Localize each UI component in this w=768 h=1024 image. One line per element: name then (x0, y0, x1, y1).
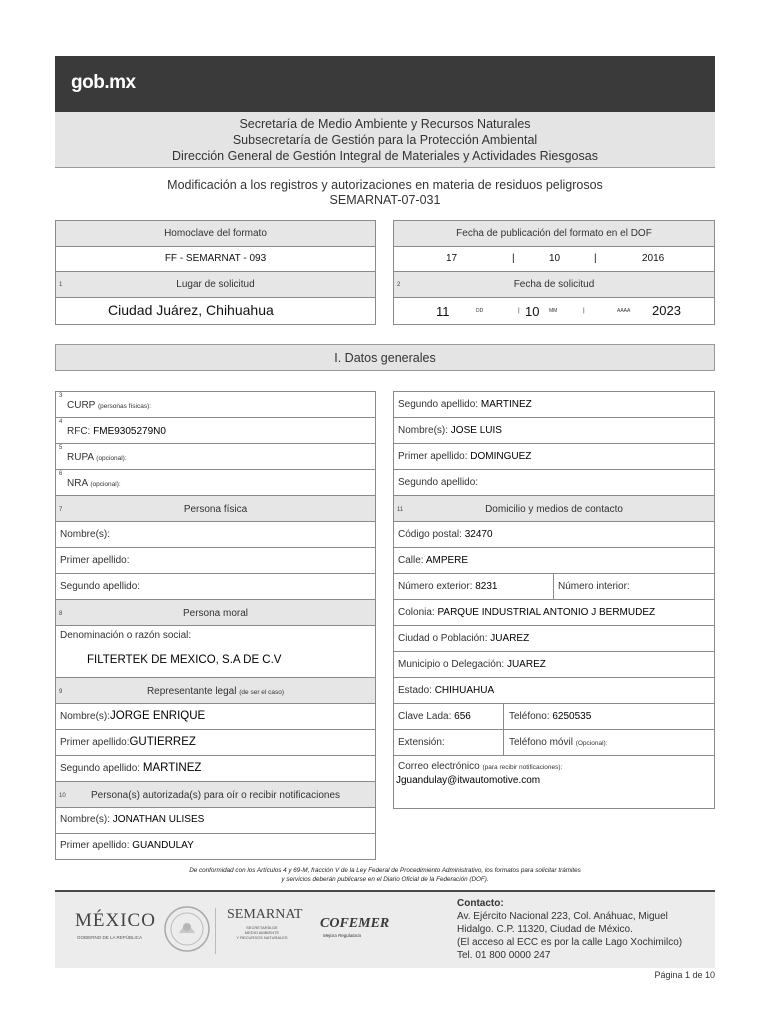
representante-title: Representante legal (146, 686, 237, 697)
primer-apellido-label: Primer apellido: (398, 451, 468, 462)
correo-label-row (398, 761, 562, 772)
extension-label: Extensión: (398, 737, 445, 748)
cp-field[interactable] (394, 522, 714, 548)
rfc-label: RFC: (67, 426, 91, 437)
colonia-value: PARQUE INDUSTRIAL ANTONIO J BERMUDEZ (437, 607, 656, 618)
curp-hint: (personas físicas): (97, 403, 152, 410)
lugar-value-cell[interactable] (56, 298, 375, 324)
numero-exterior-field[interactable] (394, 574, 554, 599)
telefono-movil-field[interactable] (509, 730, 709, 755)
separator: | (518, 307, 520, 314)
homoclave-value: FF - SEMARNAT - 093 (164, 253, 267, 264)
telefono-row (394, 704, 714, 730)
field-number: 9 (59, 689, 63, 695)
rep-primer-value: GUTIERREZ (129, 736, 196, 748)
contact-line-3: (El acceso al ECC es por la calle Lago Xochimilco) (457, 937, 683, 948)
telefono-movil-hint: (Opcional): (575, 740, 608, 747)
dof-day: 17 (446, 253, 458, 264)
dof-header (394, 221, 714, 247)
semarnat-sub-1: SECRETARÍA DE (246, 925, 278, 930)
separator: | (583, 307, 585, 314)
pf-segundo-label: Segundo apellido: (60, 581, 141, 592)
municipio-field[interactable] (394, 652, 714, 678)
segundo-apellido-field[interactable] (394, 392, 714, 418)
domicilio-header (394, 496, 714, 522)
domicilio-title: Domicilio y medios de contacto (485, 504, 623, 515)
estado-field[interactable] (394, 678, 714, 704)
field-number: 11 (397, 507, 404, 513)
primer-apellido-field[interactable] (394, 444, 714, 470)
ciudad-label: Ciudad o Población: (398, 633, 488, 644)
field-number: 2 (397, 282, 401, 288)
dof-month: 10 (549, 253, 561, 264)
curp-field[interactable] (56, 392, 375, 418)
segundo-apellido-2-field[interactable] (394, 470, 714, 496)
aut-primer-value: GUANDULAY (132, 840, 194, 851)
fecha-header (394, 272, 714, 298)
pf-primer-label: Primer apellido: (60, 555, 130, 566)
numero-interior-field[interactable] (558, 574, 708, 599)
ciudad-field[interactable] (394, 626, 714, 652)
numero-exterior-value: 8231 (475, 581, 498, 592)
estado-label: Estado: (398, 685, 432, 696)
rep-segundo-field[interactable] (56, 756, 375, 782)
aut-primer-label: Primer apellido: (60, 840, 130, 851)
semarnat-logo-sub (235, 925, 289, 940)
nombre-value: JOSE LUIS (450, 425, 502, 436)
rep-segundo-value: MARTINEZ (142, 762, 202, 774)
correo-field[interactable] (394, 756, 714, 808)
contact-title: Contacto: (457, 898, 504, 909)
municipio-label: Municipio o Delegación: (398, 659, 505, 670)
contact-line-1: Av. Ejército Nacional 223, Col. Anáhuac, Miguel (457, 911, 668, 922)
aut-primer-field[interactable] (56, 834, 375, 859)
extension-field[interactable] (394, 730, 504, 755)
persona-moral-title: Persona moral (182, 608, 249, 619)
persona-moral-header (56, 600, 375, 626)
rupa-field[interactable] (56, 444, 375, 470)
correo-value: Jguandulay@itwautomotive.com (396, 775, 541, 786)
form-title (55, 178, 715, 208)
homoclave-label: Homoclave del formato (164, 228, 267, 239)
aut-nombre-label: Nombre(s): (60, 814, 111, 825)
autorizados-title: Persona(s) autorizada(s) para oír o recibir notificaciones (91, 790, 340, 801)
numero-exterior-label: Número exterior: (398, 581, 473, 592)
fecha-label: Fecha de solicitud (513, 279, 595, 290)
lugar-header (56, 272, 375, 298)
persona-fisica-title: Persona física (183, 504, 248, 515)
rep-segundo-label: Segundo apellido: (60, 763, 141, 774)
telefono-label: Teléfono: (509, 711, 550, 722)
form-code: SEMARNAT-07-031 (329, 193, 441, 207)
numero-row (394, 574, 714, 600)
separator: | (594, 253, 597, 264)
pm-denominacion-value: FILTERTEK DE MEXICO, S.A DE C.V (87, 654, 282, 666)
telefono-movil-label: Teléfono móvil (509, 737, 573, 748)
rep-nombre-value: JORGE ENRIQUE (110, 710, 206, 722)
representante-hint: (de ser el caso) (239, 689, 285, 696)
agency-line-3: Dirección General de Gestión Integral de Materiales y Actividades Riesgosas (172, 149, 598, 163)
fecha-year: 2023 (652, 303, 681, 318)
extension-row (394, 730, 714, 756)
pf-nombre-label: Nombre(s): (60, 529, 111, 540)
separator: | (512, 253, 515, 264)
mexico-logo: MÉXICO (75, 910, 156, 931)
section-title: I. Datos generales (55, 344, 715, 371)
field-number: 5 (59, 445, 63, 451)
dof-label: Fecha de publicación del formato en el DOF (456, 228, 652, 239)
left-column (55, 391, 376, 860)
nra-field[interactable] (56, 470, 375, 496)
primer-apellido-value: DOMINGUEZ (470, 451, 532, 462)
footer (55, 890, 715, 968)
colonia-field[interactable] (394, 600, 714, 626)
dof-date-cell (394, 247, 714, 272)
field-number: 3 (59, 393, 63, 399)
semarnat-sub-3: Y RECURSOS NATURALES (236, 935, 288, 940)
page-number: Página 1 de 10 (654, 970, 715, 980)
numero-interior-label: Número interior: (558, 581, 630, 592)
national-seal-icon (163, 905, 211, 953)
nra-hint: (opcional): (90, 481, 121, 488)
fecha-day: 11 (436, 304, 450, 319)
rep-nombre-label: Nombre(s): (60, 711, 111, 722)
homoclave-value-cell (56, 247, 375, 272)
segundo-apellido-2-label: Segundo apellido: (398, 477, 479, 488)
fecha-value-cell[interactable] (394, 298, 714, 324)
nombre-field[interactable] (394, 418, 714, 444)
pf-segundo-field[interactable] (56, 574, 375, 600)
rep-nombre-field[interactable] (56, 704, 375, 730)
rep-primer-label: Primer apellido: (60, 737, 130, 748)
divider (215, 908, 216, 954)
segundo-apellido-label: Segundo apellido: (398, 399, 479, 410)
top-bar (55, 56, 715, 112)
clave-lada-field[interactable] (394, 704, 504, 729)
year-hint: AAAA (617, 308, 631, 314)
right-column (393, 391, 715, 809)
legal-note (55, 866, 715, 884)
clave-lada-label: Clave Lada: (398, 711, 452, 722)
contact-block (457, 897, 682, 962)
colonia-label: Colonia: (398, 607, 435, 618)
municipio-value: JUAREZ (506, 659, 546, 670)
agency-line-2: Subsecretaría de Gestión para la Protección Ambiental (232, 133, 538, 147)
nra-label: NRA (67, 478, 88, 489)
representante-header (56, 678, 375, 704)
agency-line-1: Secretaría de Medio Ambiente y Recursos Naturales (239, 117, 531, 131)
dof-table (393, 220, 715, 325)
field-number: 7 (59, 507, 63, 513)
rep-primer-field[interactable] (56, 730, 375, 756)
rfc-value: FME9305279N0 (93, 426, 166, 437)
pm-denominacion-field[interactable] (56, 626, 375, 678)
calle-value: AMPERE (425, 555, 469, 566)
legal-note-line-2: y servicios deberán publicarse en el Diario Oficial de la Federación (DOF). (281, 876, 489, 883)
pf-primer-field[interactable] (56, 548, 375, 574)
cofemer-logo-sub: Mejora Regulatoria (323, 933, 362, 938)
field-number: 4 (59, 419, 63, 425)
curp-label: CURP (67, 400, 96, 411)
aut-nombre-field[interactable] (56, 808, 375, 834)
lugar-value: Ciudad Juárez, Chihuahua (108, 302, 274, 318)
cp-value: 32470 (464, 529, 493, 540)
agency-header (55, 112, 715, 168)
aut-nombre-value: JONATHAN ULISES (112, 814, 205, 825)
legal-note-line-1: De conformidad con los Artículos 4 y 69-M, fracción V de la Ley Federal de Procedimiento Administrativo, los formatos para solicitar trámites (189, 867, 581, 874)
dof-year: 2016 (642, 253, 665, 264)
segundo-apellido-value: MARTINEZ (480, 399, 532, 410)
cp-label: Código postal: (398, 529, 462, 540)
correo-label: Correo electrónico (398, 761, 480, 772)
field-number: 10 (59, 793, 66, 799)
telefono-field[interactable] (509, 704, 709, 729)
gob-mx-logo: gob.mx (71, 72, 136, 93)
pf-nombre-field[interactable] (56, 522, 375, 548)
field-number: 8 (59, 611, 63, 617)
calle-label: Calle: (398, 555, 424, 566)
lugar-label: Lugar de solicitud (176, 279, 255, 290)
cofemer-logo: COFEMER (320, 916, 390, 931)
contact-line-2: Hidalgo. C.P. 11320, Ciudad de México. (457, 924, 633, 935)
correo-hint: (para recibir notificaciones): (482, 764, 563, 771)
fecha-month: 10 (525, 304, 540, 319)
pm-denominacion-label: Denominación o razón social: (60, 630, 192, 641)
mexico-logo-sub: GOBIERNO DE LA REPÚBLICA (77, 935, 143, 940)
telefono-value: 6250535 (552, 711, 592, 722)
rupa-label: RUPA (67, 452, 94, 463)
calle-field[interactable] (394, 548, 714, 574)
semarnat-sub-2: MEDIO AMBIENTE (244, 930, 280, 935)
field-number: 1 (59, 282, 63, 288)
clave-lada-value: 656 (454, 711, 471, 722)
rupa-hint: (opcional): (96, 455, 127, 462)
persona-fisica-header (56, 496, 375, 522)
rfc-field[interactable] (56, 418, 375, 444)
field-number: 6 (59, 471, 63, 477)
nombre-label: Nombre(s): (398, 425, 449, 436)
day-hint: DD (476, 308, 484, 314)
contact-line-4: Tel. 01 800 0000 247 (457, 950, 551, 961)
estado-value: CHIHUAHUA (434, 685, 495, 696)
semarnat-logo: SEMARNAT (227, 907, 303, 922)
autorizados-header (56, 782, 375, 808)
homoclave-table (55, 220, 376, 325)
form-title-text: Modificación a los registros y autorizaciones en materia de residuos peligrosos (167, 178, 603, 192)
homoclave-header (56, 221, 375, 247)
month-hint: MM (549, 308, 558, 314)
ciudad-value: JUAREZ (490, 633, 530, 644)
